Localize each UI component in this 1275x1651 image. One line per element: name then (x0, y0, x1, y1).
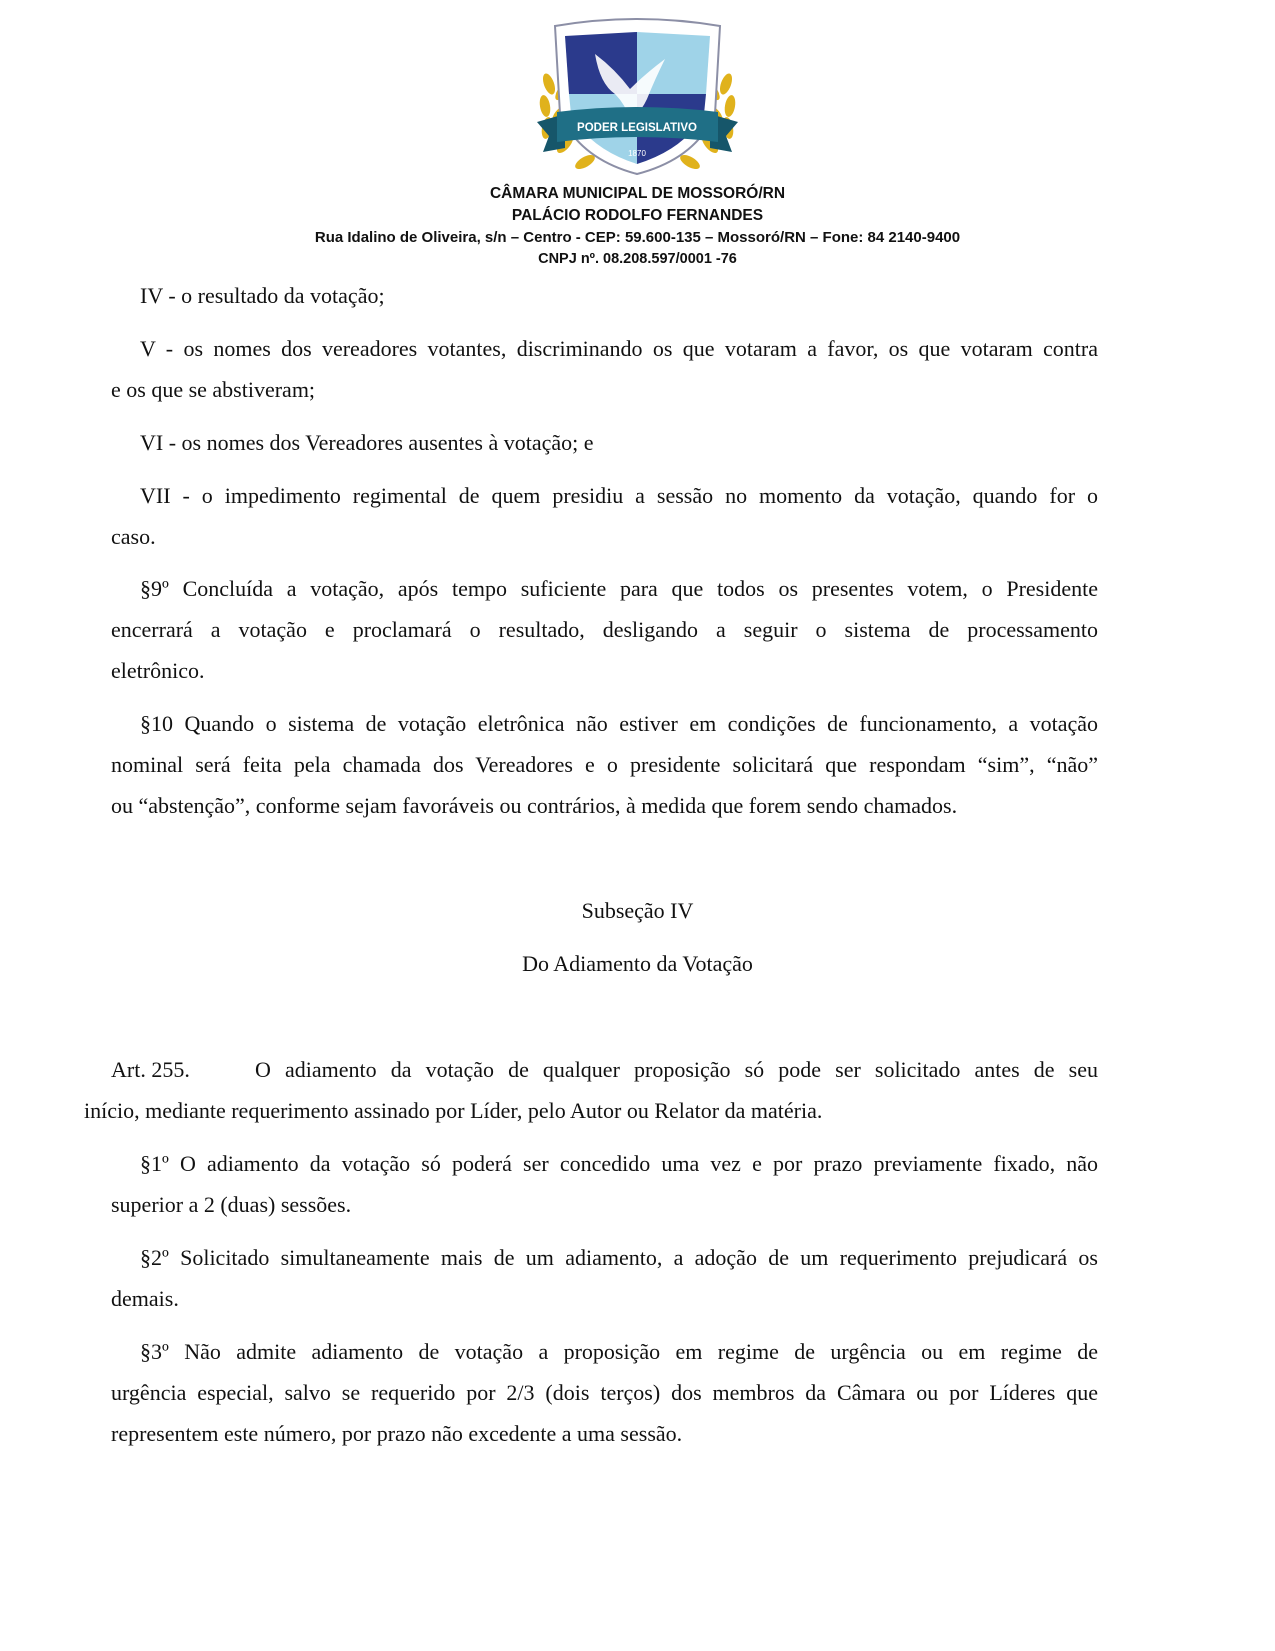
paragraph-10-line-2: nominal será feita pela chamada dos Vereadores e o presidente solicitará que respondam “sim”, “não” (111, 752, 1098, 777)
paragraph-9-line-1: §9º Concluída a votação, após tempo suficiente para que todos os presentes votem, o Presidente (140, 576, 1098, 601)
article-paragraph-3-line-1: §3º Não admite adiamento de votação a proposição em regime de urgência ou em regime de (140, 1339, 1098, 1364)
subsection-number: Subseção IV (581, 898, 694, 923)
cnpj: CNPJ nº. 08.208.597/0001 -76 (538, 251, 737, 267)
subsection-title: Do Adiamento da Votação (522, 951, 753, 976)
banner-year: 1870 (628, 149, 646, 158)
institution-name: CÂMARA MUNICIPAL DE MOSSORÓ/RN (489, 185, 786, 202)
article-paragraph-1-line-1: §1º O adiamento da votação só poderá ser concedido uma vez e por prazo previamente fixado, não (140, 1151, 1098, 1176)
palace-name: PALÁCIO RODOLFO FERNANDES (511, 207, 764, 224)
paragraph-9-line-3: eletrônico. (111, 658, 205, 683)
article-paragraph-3-line-3: representem este número, por prazo não excedente a uma sessão. (111, 1421, 683, 1446)
article-text-line-2: início, mediante requerimento assinado por Líder, pelo Autor ou Relator da matéria. (84, 1098, 823, 1123)
paragraph-9-line-2: encerrará a votação e proclamará o resultado, desligando a seguir o sistema de processamento (111, 617, 1098, 642)
paragraph-10-line-3: ou “abstenção”, conforme sejam favoráveis ou contrários, à medida que forem sendo chamados. (111, 793, 958, 818)
item-v-line-1: V - os nomes dos vereadores votantes, discriminando os que votaram a favor, os que votaram contra (140, 336, 1098, 361)
article-paragraph-2-line-2: demais. (111, 1286, 179, 1311)
banner-text: PODER LEGISLATIVO (577, 122, 697, 134)
article-text-line-1: O adiamento da votação de qualquer proposição só pode ser solicitado antes de seu (255, 1057, 1098, 1082)
item-vii-line-1: VII - o impedimento regimental de quem presidiu a sessão no momento da votação, quando for o (140, 483, 1098, 508)
item-v-line-2: e os que se abstiveram; (111, 377, 316, 402)
item-vii-line-2: caso. (111, 524, 156, 549)
article-paragraph-3-line-2: urgência especial, salvo se requerido por 2/3 (dois terços) dos membros da Câmara ou por Líderes que (111, 1380, 1098, 1405)
article-paragraph-2-line-1: §2º Solicitado simultaneamente mais de um adiamento, a adoção de um requerimento prejudicará os (140, 1245, 1098, 1270)
article-label: Art. 255. (111, 1057, 190, 1082)
item-iv: IV - o resultado da votação; (140, 283, 385, 308)
paragraph-10-line-1: §10 Quando o sistema de votação eletrônica não estiver em condições de funcionamento, a votação (140, 711, 1098, 736)
item-vi: VI - os nomes dos Vereadores ausentes à votação; e (140, 430, 594, 455)
coat-of-arms-logo-icon (535, 14, 740, 182)
article-paragraph-1-line-2: superior a 2 (duas) sessões. (111, 1192, 352, 1217)
address: Rua Idalino de Oliveira, s/n – Centro - CEP: 59.600-135 – Mossoró/RN – Fone: 84 2140-9400 (314, 229, 961, 246)
